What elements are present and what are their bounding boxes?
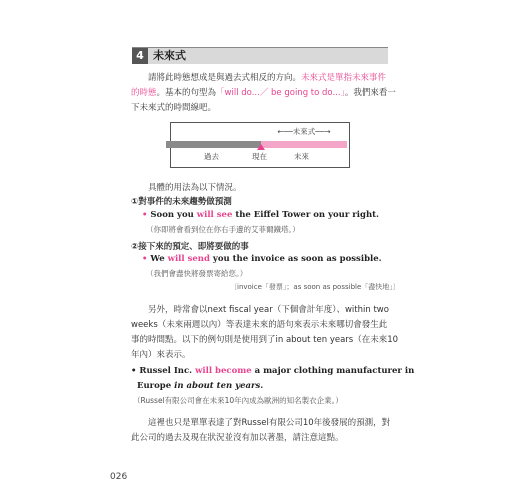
timeline-span-label: ←──未來式──→: [277, 127, 331, 136]
para2-line-1: 另外，時常會以next fiscal year（下個會計年度）、within two: [148, 305, 389, 315]
para2-line-4: 年內）來表示。: [131, 350, 191, 360]
arrow-left-icon: ←──: [277, 127, 293, 136]
usage-2-vocab-note: 〔invoice「發票」；as soon as possible「盡快地」〕: [230, 283, 400, 291]
usage-2-translation: （我們會盡快將發票寄給您。）: [146, 269, 248, 278]
example-3-line-2: Europe in about ten years.: [137, 381, 264, 391]
usage-1-translation: （你即將會看到位在你右手邊的艾菲爾鐵塔。）: [146, 225, 300, 234]
future-label: 未來: [294, 152, 309, 161]
timeline-past-bar: [166, 141, 261, 148]
now-marker-icon: [257, 144, 265, 150]
past-label: 過去: [204, 152, 219, 161]
bullet-icon: •: [142, 254, 151, 264]
now-label: 現在: [252, 152, 267, 161]
example-3-line-1: • Russel Inc. will become a major clothing manufacturer in: [131, 366, 415, 376]
usage-intro: 具體的用法為以下情況。: [148, 183, 242, 193]
bullet-icon: •: [131, 366, 140, 376]
intro-line-2: 的時態。基本的句型為「will do...／ be going to do...」。我們來看一: [131, 88, 396, 98]
intro-line-1: 請將此時態想成是與過去式相反的方向。未來式是單指未來事件: [148, 73, 387, 83]
closing-line-1: 這裡也只是單單表達了對Russel有限公司10年後發展的預測，對: [148, 418, 391, 428]
section-title: 未來式: [153, 49, 186, 62]
timeline-future-bar: [261, 141, 347, 148]
example-3-translation: （Russel有限公司會在未來10年內成為歐洲的知名製衣企業。）: [133, 396, 343, 405]
usage-2-heading: ②接下來的預定、即將要做的事: [131, 242, 249, 252]
closing-line-2: 此公司的過去及現在狀況並沒有加以著墨，請注意這點。: [131, 433, 344, 443]
intro-line-3: 下未來式的時間線吧。: [131, 103, 217, 113]
usage-2-example: • We will send you the invoice as soon as possible.: [142, 254, 382, 264]
section-number: 4: [132, 48, 148, 64]
para2-line-2: weeks（未來兩週以內）等表達未來的語句來表示未來哪切會發生此: [131, 320, 388, 330]
arrow-right-icon: ──→: [315, 127, 331, 136]
para2-line-3: 事的時間點。以下的例句則是使用到了in about ten years（在未來10: [131, 335, 399, 345]
page-number: 026: [110, 472, 128, 482]
usage-1-heading: ①對事件的未來趨勢做預測: [131, 197, 232, 207]
section-header: [132, 47, 388, 64]
usage-1-example: • Soon you will see the Eiffel Tower on your right.: [142, 210, 380, 220]
bullet-icon: •: [142, 210, 151, 220]
